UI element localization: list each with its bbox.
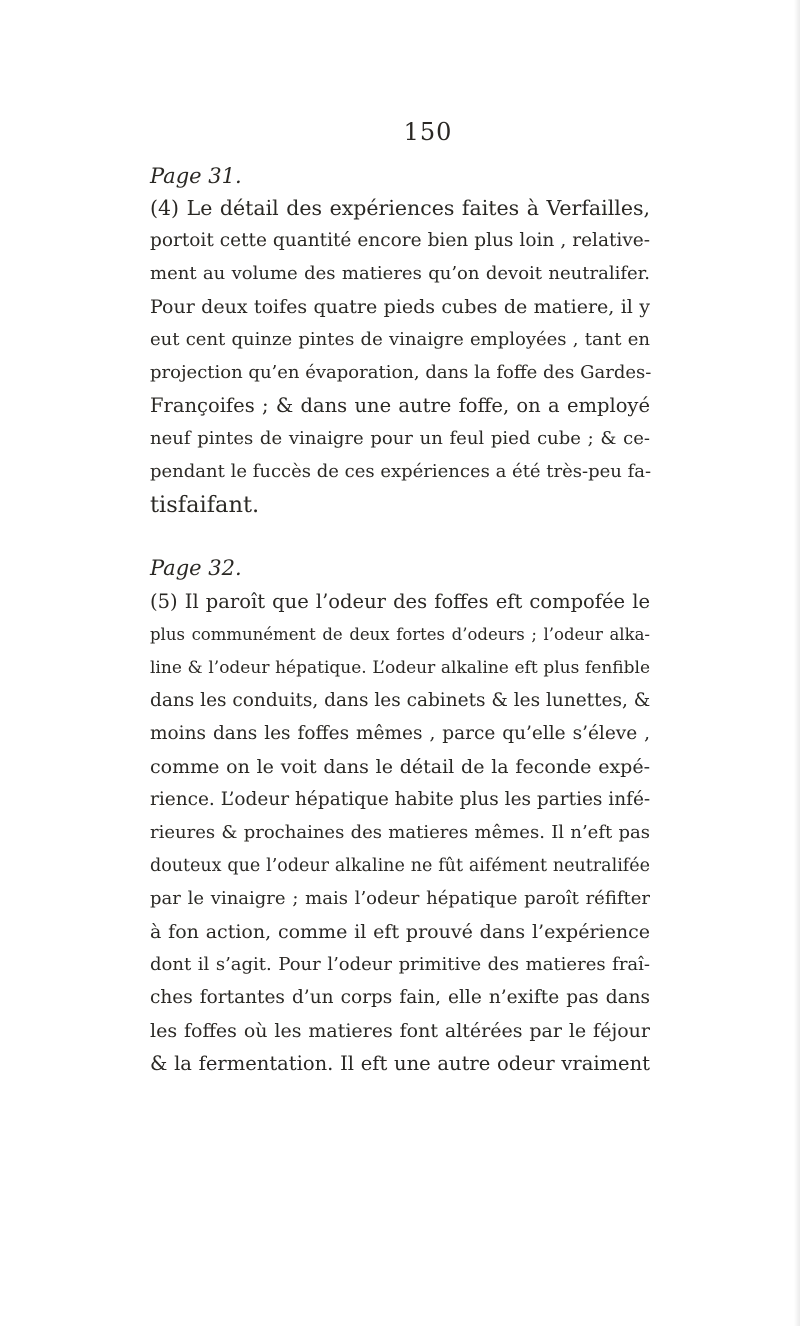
text-line: moins dans les foffes mêmes , parce qu’elle s’éleve ,	[150, 723, 650, 744]
page-number: 150	[403, 118, 453, 146]
text-line: rience. L’odeur hépatique habite plus les parties infé-	[150, 789, 651, 810]
text-line: ches fortantes d’un corps fain, elle n’exifte pas dans	[150, 987, 650, 1008]
text-line: tisfaifant.	[150, 492, 260, 518]
text-line: Pour deux toifes quatre pieds cubes de matiere, il y	[150, 296, 650, 318]
text-line: par le vinaigre ; mais l’odeur hépatique paroît réfifter	[150, 888, 650, 909]
text-line: Françoifes ; & dans une autre foffe, on a employé	[150, 394, 650, 417]
section-heading: Page 31.	[150, 164, 242, 188]
text-line: ment au volume des matieres qu’on devoit neutralifer.	[150, 263, 650, 284]
text-line: douteux que l’odeur alkaline ne fût aifément neutralifée	[150, 856, 650, 876]
page-edge-shadow	[794, 0, 800, 1326]
text-line: portoit cette quantité encore bien plus loin , relative-	[150, 230, 650, 251]
text-line: (5) Il paroît que l’odeur des foffes eft compofée le	[150, 590, 650, 613]
text-line: projection qu’en évaporation, dans la foffe des Gardes-	[150, 362, 652, 383]
text-line: (4) Le détail des expériences faites à Verfailles,	[150, 196, 650, 220]
text-line: à fon action, comme il eft prouvé dans l’expérience	[150, 921, 650, 943]
text-line: dans les conduits, dans les cabinets & les lunettes, &	[150, 690, 651, 711]
text-line: les foffes où les matieres font altérées par le féjour	[150, 1020, 650, 1042]
text-line: line & l’odeur hépatique. L’odeur alkaline eft plus fenfible	[150, 658, 650, 678]
text-line: eut cent quinze pintes de vinaigre employées , tant en	[150, 329, 650, 350]
text-line: plus communément de deux fortes d’odeurs ; l’odeur alka-	[150, 625, 650, 644]
section-heading: Page 32.	[150, 556, 242, 580]
text-line: pendant le fuccès de ces expériences a été très-peu fa-	[150, 461, 652, 482]
text-line: rieures & prochaines des matieres mêmes. Il n’eft pas	[150, 822, 650, 843]
text-line: & la fermentation. Il eft une autre odeur vraiment	[150, 1052, 650, 1075]
text-line: neuf pintes de vinaigre pour un feul pied cube ; & ce-	[150, 428, 650, 449]
text-line: dont il s’agit. Pour l’odeur primitive des matieres fraî-	[150, 954, 650, 975]
text-line: comme on le voit dans le détail de la feconde expé-	[150, 756, 650, 778]
